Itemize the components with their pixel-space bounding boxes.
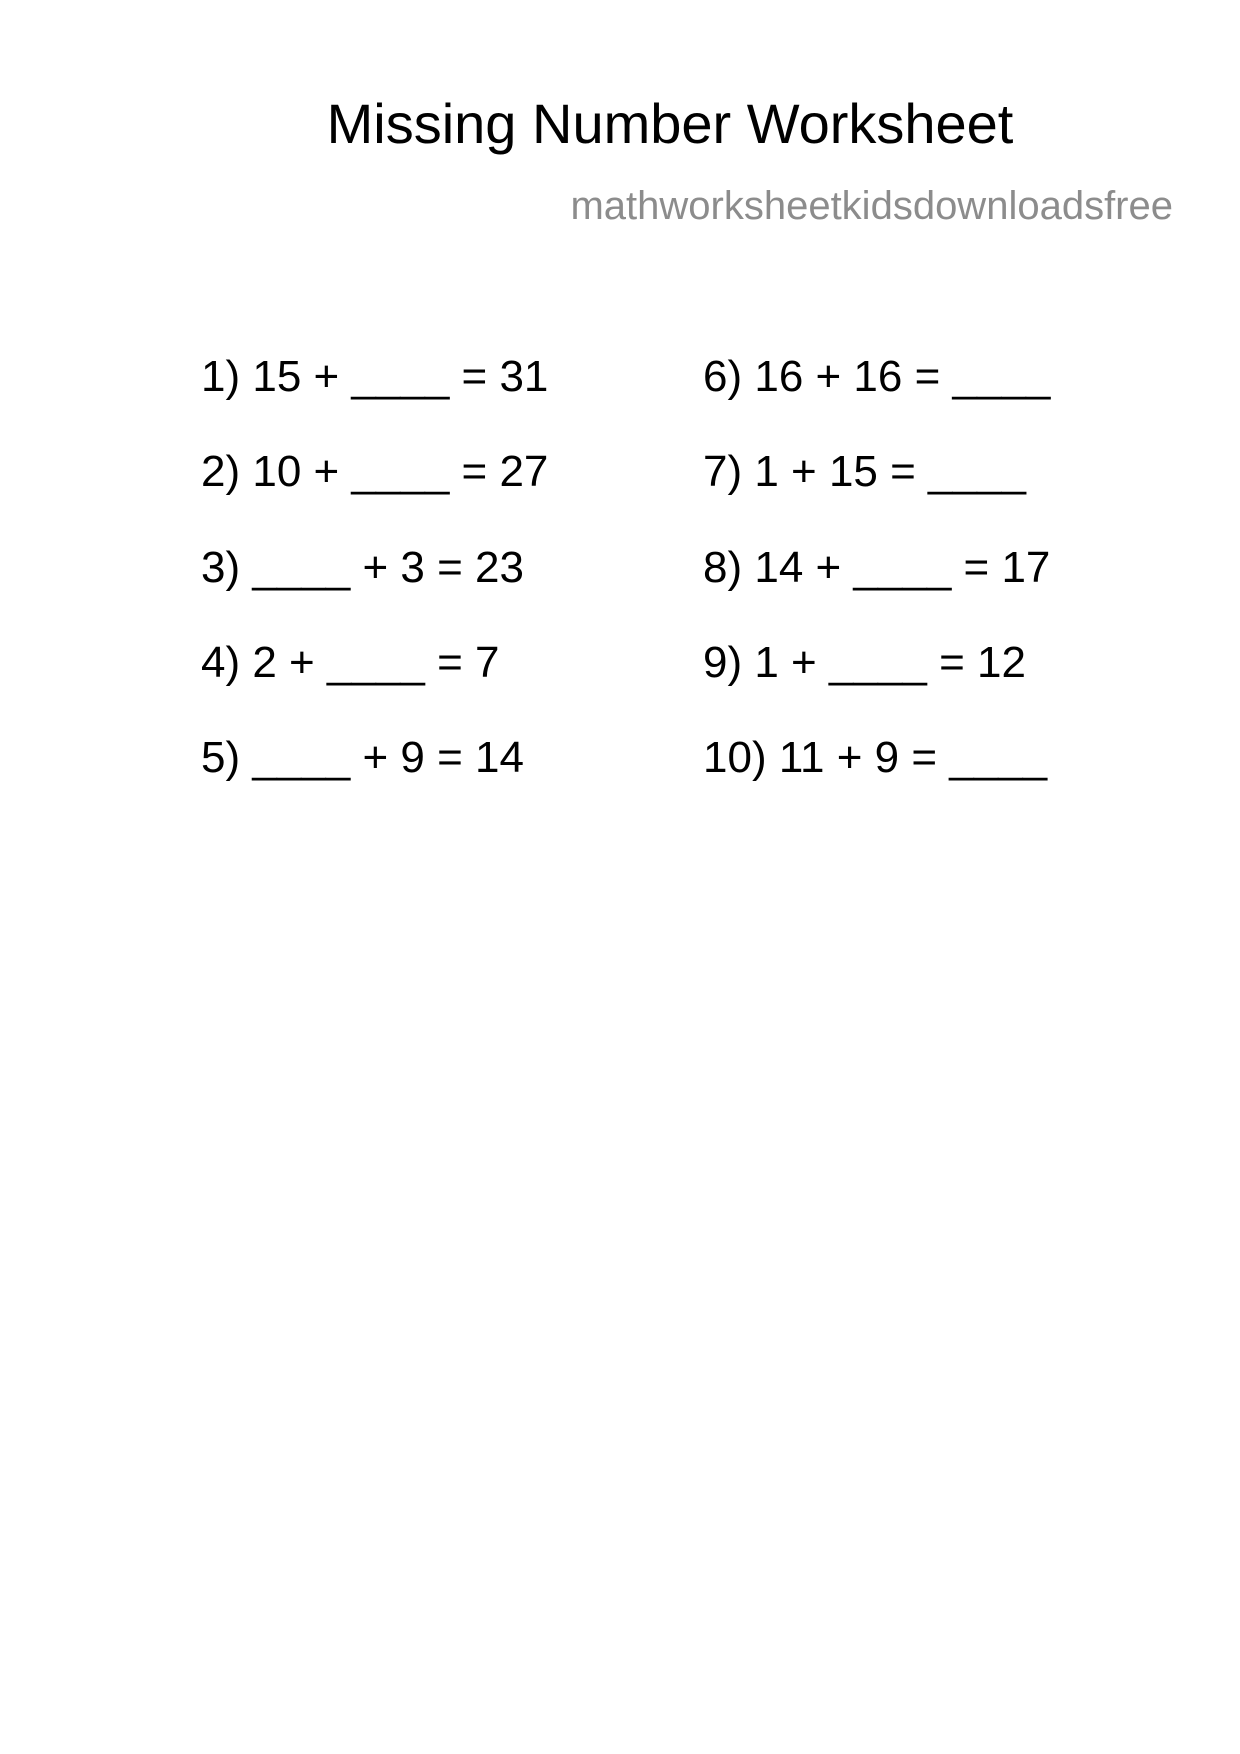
problem-1: 1) 15 + ____ = 31 xyxy=(201,352,549,401)
problem-3: 3) ____ + 3 = 23 xyxy=(201,543,524,592)
problem-5: 5) ____ + 9 = 14 xyxy=(201,733,524,782)
site-watermark: mathworksheetkidsdownloadsfree xyxy=(570,184,1173,228)
problem-2: 2) 10 + ____ = 27 xyxy=(201,447,549,496)
problem-10: 10) 11 + 9 = ____ xyxy=(703,733,1048,782)
problem-8: 8) 14 + ____ = 17 xyxy=(703,543,1051,592)
problem-6: 6) 16 + 16 = ____ xyxy=(703,352,1051,401)
worksheet-title: Missing Number Worksheet xyxy=(326,92,1014,155)
problem-7: 7) 1 + 15 = ____ xyxy=(703,447,1026,496)
problem-4: 4) 2 + ____ = 7 xyxy=(201,638,500,687)
problem-9: 9) 1 + ____ = 12 xyxy=(703,638,1026,687)
